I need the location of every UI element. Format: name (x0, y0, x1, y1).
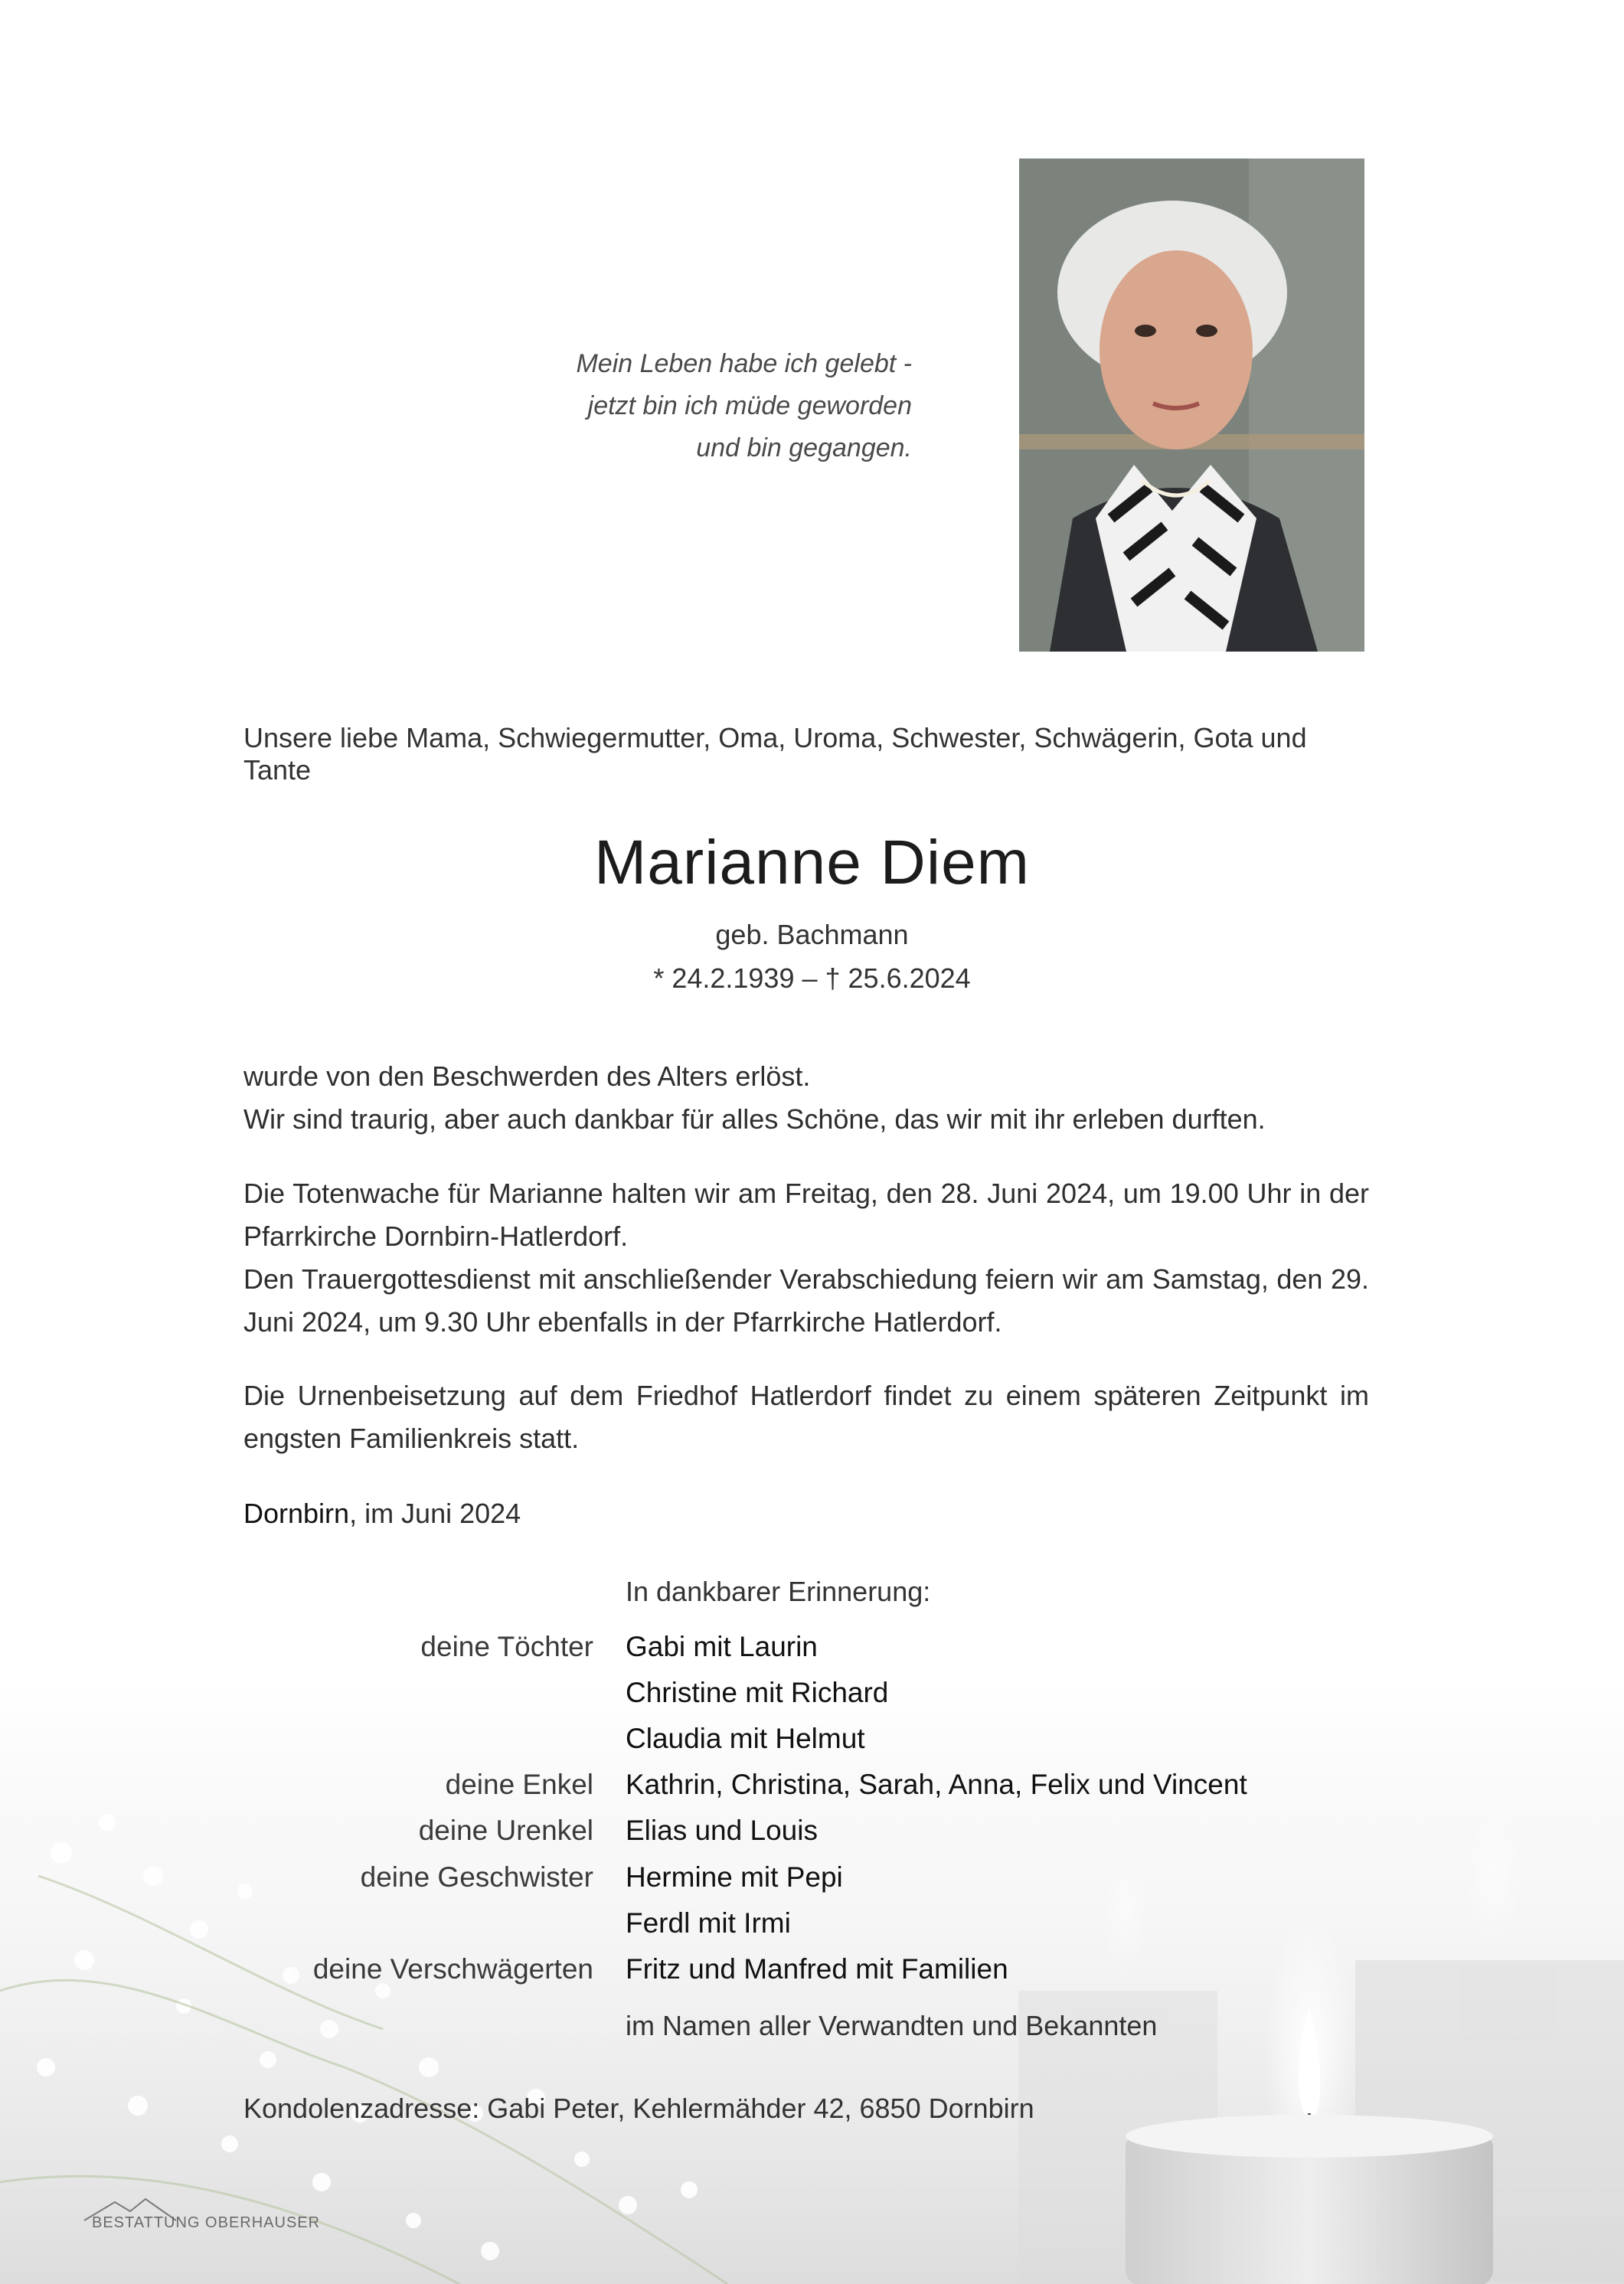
mourner-relation: deine Verschwägerten (312, 1953, 593, 1985)
portrait-photo (1019, 158, 1364, 652)
mourner-row (0, 1631, 1624, 1677)
thanks-header: In dankbarer Erinnerung: (626, 1576, 931, 1607)
mourner-row (0, 1723, 1624, 1769)
paragraph-line: Die Urnenbeisetzung auf dem Friedhof Hatlerdorf findet zu einem späteren Zeitpunkt im engsten Familienkreis statt. (243, 1380, 1369, 1454)
mourner-row (0, 1815, 1624, 1861)
condolence-address: Kondolenzadresse: Gabi Peter, Kehlermähder 42, 6850 Dornbirn (243, 2093, 1034, 2124)
paragraph-line: Den Trauergottesdienst mit anschließender Verabschiedung feiern wir am Samstag, den 29. Juni 2024, um 9.30 Uhr ebenfalls in der Pfarrkirche Hatlerdorf. (243, 1263, 1369, 1338)
quote (453, 343, 912, 469)
portrait-image (1019, 158, 1364, 652)
mourner-names: Christine mit Richard (626, 1677, 889, 1708)
paragraph-release (243, 1055, 1369, 1141)
place-date (243, 1498, 521, 1530)
paragraph-line: Wir sind traurig, aber auch dankbar für alles Schöne, das wir mit ihr erleben durften. (243, 1103, 1266, 1135)
mourner-names: Gabi mit Laurin (626, 1631, 818, 1662)
quote-line-2: jetzt bin ich müde geworden (587, 391, 912, 420)
mourner-row (0, 1907, 1624, 1953)
mourner-names: Fritz und Manfred mit Familien (626, 1953, 1008, 1985)
closing-line: im Namen aller Verwandten und Bekannten (626, 2010, 1158, 2041)
mourner-names: Kathrin, Christina, Sarah, Anna, Felix und Vincent (626, 1769, 1247, 1800)
birth-name: geb. Bachmann (715, 919, 909, 950)
mourner-relation: deine Geschwister (360, 1861, 593, 1893)
quote-line-3: und bin gegangen. (696, 433, 912, 462)
mourner-names: Ferdl mit Irmi (626, 1907, 791, 1939)
paragraph-line: wurde von den Beschwerden des Alters erlöst. (243, 1060, 811, 1092)
mourner-row (0, 1677, 1624, 1723)
mourner-row (0, 1769, 1624, 1815)
deceased-name: Marianne Diem (594, 828, 1030, 897)
mourner-row (0, 1953, 1624, 1999)
place-city: Dornbirn (243, 1498, 350, 1529)
life-dates: * 24.2.1939 – † 25.6.2024 (653, 962, 971, 994)
paragraph-burial (243, 1374, 1369, 1460)
funeral-home-logo (77, 2191, 321, 2237)
logo-text: BESTATTUNG OBERHAUSER (92, 2214, 321, 2231)
mourner-names: Claudia mit Helmut (626, 1723, 865, 1754)
mourner-names: Hermine mit Pepi (626, 1861, 843, 1893)
mourner-relation: deine Urenkel (418, 1815, 593, 1846)
paragraph-line: Die Totenwache für Marianne halten wir am Freitag, den 28. Juni 2024, um 19.00 Uhr in der Pfarrkirche Dornbirn-Hatlerdorf. (243, 1178, 1369, 1252)
quote-line-1: Mein Leben habe ich gelebt - (576, 349, 912, 378)
mourner-relation: deine Töchter (420, 1631, 593, 1662)
intro-line: Unsere liebe Mama, Schwiegermutter, Oma, Uroma, Schwester, Schwägerin, Gota und Tante (243, 722, 1307, 786)
mourner-names: Elias und Louis (626, 1815, 818, 1846)
place-rest: , im Juni 2024 (349, 1498, 521, 1529)
paragraph-services (243, 1172, 1369, 1344)
mourner-row (0, 1861, 1624, 1907)
mourner-relation: deine Enkel (445, 1769, 593, 1800)
